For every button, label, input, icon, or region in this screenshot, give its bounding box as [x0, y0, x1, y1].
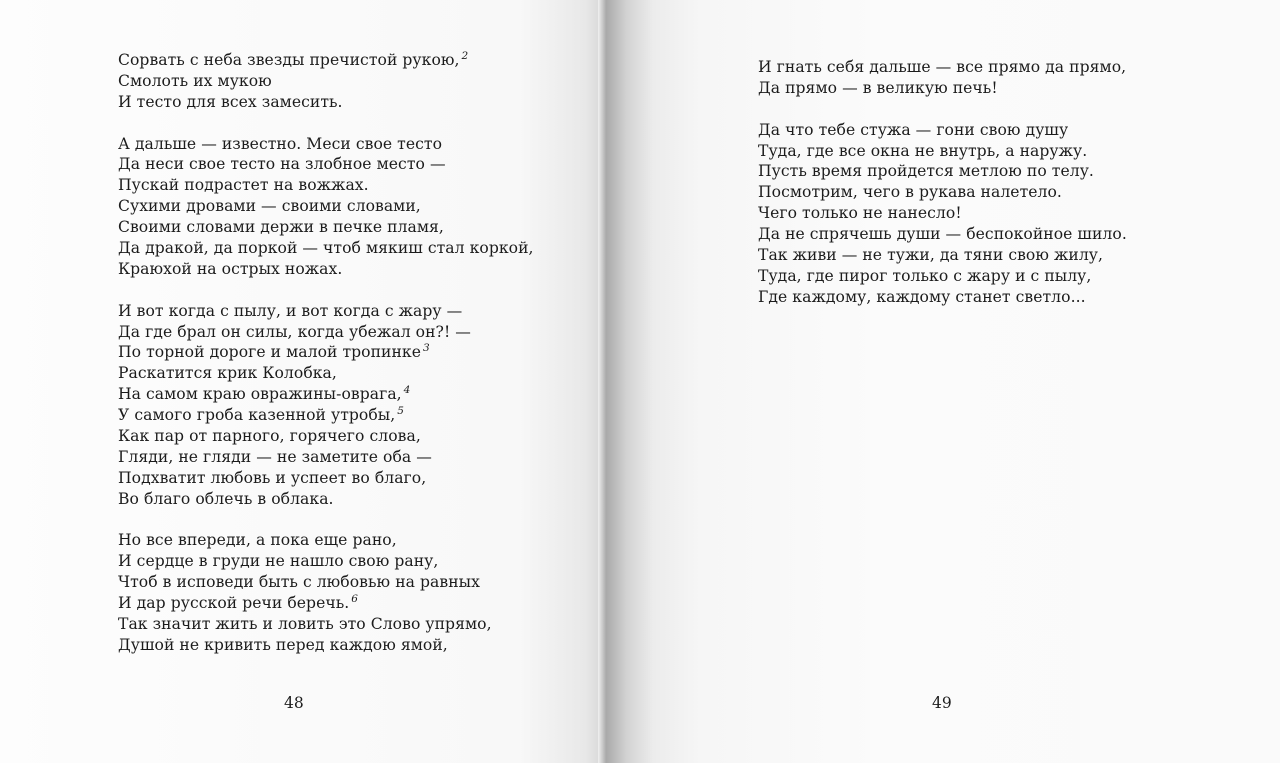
poem-line — [758, 182, 1127, 203]
poem-line-text: У самого гроба казенной утробы, — [118, 406, 396, 425]
poem-line — [118, 593, 534, 614]
poem-line-text: Пусть время пройдется метлою по телу. — [758, 162, 1094, 181]
poem-line-text: Да дракой, да поркой — чтоб мякиш стал коркой, — [118, 239, 534, 258]
poem-line — [118, 301, 534, 322]
poem-line-text: Туда, где все окна не внутрь, а наружу. — [758, 141, 1088, 160]
poem-line-text: Раскатится крик Колобка, — [118, 364, 337, 383]
poem-line — [118, 342, 534, 363]
poem-line-text: И гнать себя дальше — все прямо да прямо, — [758, 58, 1127, 76]
poem-line — [758, 57, 1127, 78]
poem-line — [118, 134, 534, 155]
poem-line — [118, 468, 534, 489]
poem-line — [118, 489, 534, 510]
poem-line-text: Да неси свое тесто на злобное место — — [118, 155, 446, 174]
poem-line-text: Подхватит любовь и успеет во благо, — [118, 468, 427, 487]
poem-line-text: Сорвать с неба звезды пречистой рукою, — [118, 51, 460, 69]
poem-line — [118, 635, 534, 656]
poem-line-text: Но все впереди, а пока еще рано, — [118, 531, 397, 550]
poem-line — [758, 287, 1127, 308]
poem-line — [118, 551, 534, 572]
poem-line-text: На самом краю овражины-оврага, — [118, 385, 402, 404]
poem-line-text: Да не спрячешь души — беспокойное шило. — [758, 225, 1127, 244]
poem-line — [118, 405, 534, 426]
poem-line — [758, 120, 1127, 141]
poem-line-text: И сердце в груди не нашло свою рану, — [118, 552, 439, 571]
left-page — [0, 0, 610, 763]
footnote-marker: 5 — [397, 405, 404, 418]
poem-line — [118, 92, 534, 113]
poem-line — [118, 50, 534, 71]
poem-line — [758, 266, 1127, 287]
poem-line-text: Туда, где пирог только с жару и с пылу, — [758, 266, 1092, 285]
poem-line — [758, 78, 1127, 99]
poem-line — [118, 238, 534, 259]
poem-line-text: Чтоб в исповеди быть с любовью на равных — [118, 573, 480, 592]
poem-line-text: Так живи — не тужи, да тяни свою жилу, — [758, 246, 1104, 265]
poem-line-text: Смолоть их мукою — [118, 71, 272, 90]
right-page — [606, 0, 1280, 763]
poem-line-text: Да что тебе стужа — гони свою душу — [758, 120, 1069, 139]
page-number-left: 48 — [284, 694, 304, 712]
poem-line-text: Сухими дровами — своими словами, — [118, 197, 421, 216]
footnote-marker: 3 — [423, 342, 430, 355]
poem-line-text: Посмотрим, чего в рукава налетело. — [758, 183, 1062, 202]
poem-line — [118, 322, 534, 343]
poem-line-text: Во благо облечь в облака. — [118, 489, 334, 508]
poem-line — [118, 426, 534, 447]
footnote-marker: 4 — [403, 384, 411, 397]
poem-line — [118, 259, 534, 280]
poem-line — [118, 363, 534, 384]
poem-line — [118, 175, 534, 196]
poem-line-text: Чего только не нанесло! — [758, 204, 962, 223]
left-poem-text — [118, 50, 534, 656]
poem-line — [118, 384, 534, 405]
right-poem-text — [758, 57, 1127, 308]
poem-line-text: Краюхой на острых ножах. — [118, 259, 343, 278]
poem-line — [758, 141, 1127, 162]
footnote-marker: 2 — [461, 50, 469, 62]
page-number-right: 49 — [932, 694, 952, 712]
poem-line — [118, 196, 534, 217]
poem-line-text: И дар русской речи беречь. — [118, 594, 350, 613]
poem-line-text: А дальше — известно. Меси свое тесто — [118, 134, 443, 153]
poem-line-text: Своими словами держи в печке пламя, — [118, 218, 444, 237]
poem-line-text: По торной дороге и малой тропинке — [118, 343, 422, 362]
poem-line-text: Где каждому, каждому станет светло... — [758, 287, 1086, 306]
poem-line — [118, 71, 534, 92]
poem-line — [758, 224, 1127, 245]
poem-line-text: Так значит жить и ловить это Слово упрямо, — [118, 615, 492, 634]
poem-line-text: Как пар от парного, горячего слова, — [118, 427, 421, 446]
poem-line — [118, 217, 534, 238]
poem-line — [758, 203, 1127, 224]
poem-line-text: И вот когда с пылу, и вот когда с жару — — [118, 301, 463, 320]
poem-line-text: Гляди, не гляди — не заметите оба — — [118, 447, 432, 466]
footnote-marker: 6 — [351, 593, 358, 606]
poem-line-text: Душой не кривить перед каждою ямой, — [118, 635, 448, 654]
poem-line-text: И тесто для всех замесить. — [118, 92, 343, 111]
poem-line — [118, 154, 534, 175]
poem-line-text: Пускай подрастет на вожжах. — [118, 176, 369, 195]
poem-line — [758, 245, 1127, 266]
poem-line-text: Да где брал он силы, когда убежал он?! — — [118, 322, 471, 341]
poem-line — [118, 614, 534, 635]
poem-line — [118, 530, 534, 551]
poem-line — [118, 447, 534, 468]
poem-line — [118, 572, 534, 593]
poem-line — [758, 161, 1127, 182]
poem-line-text: Да прямо — в великую печь! — [758, 78, 998, 97]
